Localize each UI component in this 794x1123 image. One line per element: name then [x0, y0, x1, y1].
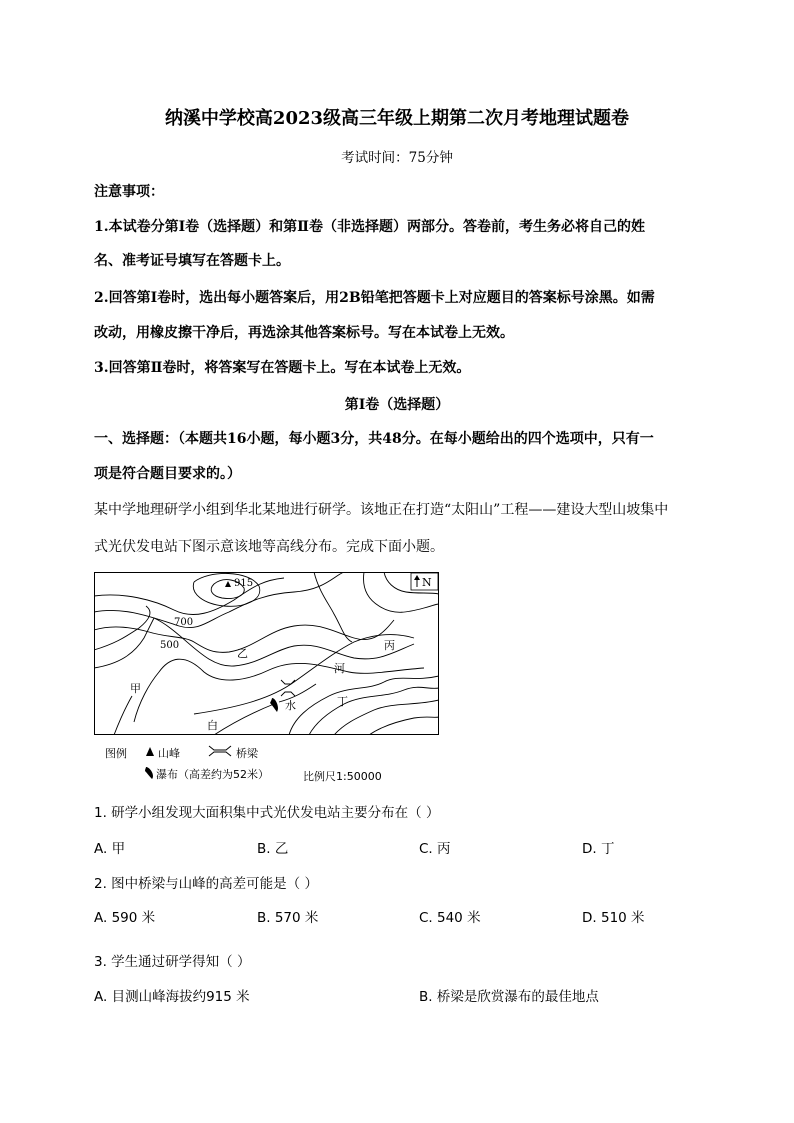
label-yi: 乙: [237, 647, 248, 660]
legend-peak-label: 山峰: [158, 747, 180, 760]
part-one-instruction-line-2: 项是符合题目要求的。）: [94, 466, 241, 482]
label-jia: 甲: [130, 682, 141, 695]
legend-waterfall-label: 瀑布（高差约为52米）: [156, 768, 269, 781]
label-bai: 白: [207, 719, 218, 732]
label-shui: 水: [285, 699, 296, 712]
contour-map: [94, 572, 439, 735]
q1-option-c: C. 丙: [419, 841, 451, 857]
legend-peak-icon: [146, 746, 154, 759]
question-1-stem: 1. 研学小组发现大面积集中式光伏发电站主要分布在（ ）: [94, 805, 440, 821]
contour-500: 500: [160, 640, 180, 651]
passage-line-1: 某中学地理研学小组到华北某地进行研学。该地正在打造“太阳山”工程——建设大型山坡集中: [94, 502, 669, 518]
note-2-line-1: 2.回答第Ⅰ卷时，选出每小题答案后，用2B铅笔把答题卡上对应题目的答案标号涂黑。如需: [94, 290, 655, 306]
legend-title: 图例: [105, 747, 127, 760]
question-2-stem: 2. 图中桥梁与山峰的高差可能是（ ）: [94, 876, 318, 892]
map-scale: 比例尺1:50000: [303, 770, 382, 783]
page-title: 纳溪中学校高2023级高三年级上期第二次月考地理试题卷: [164, 108, 630, 129]
q2-option-a: A. 590 米: [94, 910, 156, 926]
note-3: 3.回答第Ⅱ卷时，将答案写在答题卡上。写在本试卷上无效。: [94, 360, 471, 376]
peak-elev: 915: [234, 578, 254, 589]
label-ding: 丁: [337, 695, 348, 708]
q2-option-b: B. 570 米: [257, 910, 319, 926]
q3-option-b: B. 桥梁是欣赏瀑布的最佳地点: [419, 989, 599, 1005]
note-1-line-1: 1.本试卷分第Ⅰ卷（选择题）和第Ⅱ卷（非选择题）两部分。答卷前，考生务必将自己的姓: [94, 219, 645, 235]
note-2-line-2: 改动，用橡皮擦干净后，再选涂其他答案标号。写在本试卷上无效。: [94, 325, 514, 341]
q2-option-d: D. 510 米: [582, 910, 645, 926]
q1-option-b: B. 乙: [257, 841, 289, 857]
north-label: N: [422, 576, 432, 589]
contour-700: 700: [174, 617, 194, 628]
exam-time: 考试时间：75分钟: [341, 150, 453, 166]
label-he: 河: [334, 662, 345, 675]
q3-option-a: A. 目测山峰海拔约915 米: [94, 989, 250, 1005]
passage-line-2: 式光伏发电站下图示意该地等高线分布。完成下面小题。: [94, 539, 444, 555]
question-3-stem: 3. 学生通过研学得知（ ）: [94, 954, 251, 970]
legend-bridge-label: 桥梁: [236, 747, 258, 760]
q1-option-d: D. 丁: [582, 841, 615, 857]
q1-option-a: A. 甲: [94, 841, 126, 857]
legend-bridge-icon: [208, 745, 232, 760]
q2-option-c: C. 540 米: [419, 910, 481, 926]
note-1-line-2: 名、准考证号填写在答题卡上。: [94, 253, 290, 269]
section-title: 第Ⅰ卷（选择题）: [344, 397, 450, 413]
label-bing: 丙: [384, 639, 395, 652]
notes-heading: 注意事项：: [94, 184, 164, 200]
legend-waterfall-icon: [144, 767, 154, 782]
part-one-instruction-line-1: 一、选择题：（本题共16小题，每小题3分，共48分。在每小题给出的四个选项中，只有一: [94, 431, 654, 447]
